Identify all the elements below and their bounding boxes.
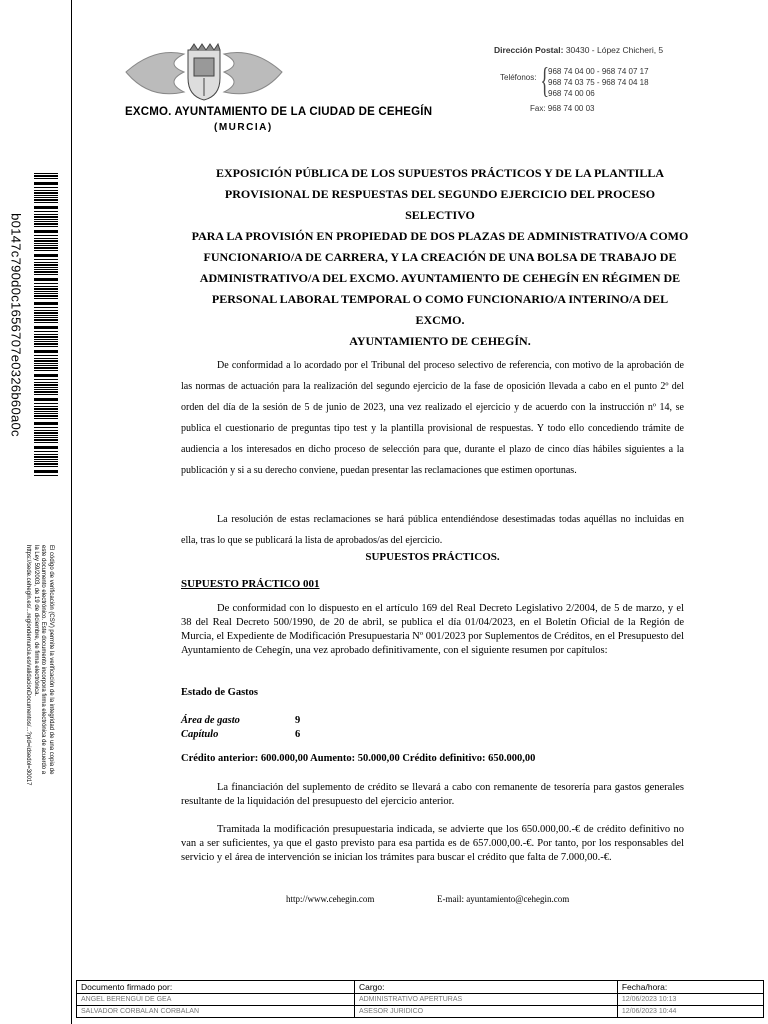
- area-label: Área de gasto: [181, 715, 240, 726]
- paragraph-resolution: La resolución de estas reclamaciones se hará pública entendiéndose desestimadas todas aquéllas no incluidas en ella, tras lo que se publicará la lista de aprobados/as del ejercicio.: [181, 514, 684, 546]
- barcode-stripe: [34, 264, 58, 266]
- barcode-stripe: [34, 322, 58, 323]
- barcode-stripe: [34, 175, 58, 177]
- budget-classification: [181, 714, 300, 742]
- phone-line: 968 74 03 75 - 968 74 04 18: [548, 78, 649, 87]
- phones-label: Teléfonos:: [500, 73, 537, 82]
- barcode-stripe: [34, 254, 58, 257]
- postal-address: [494, 45, 663, 55]
- title-line: PERSONAL LABORAL TEMPORAL O COMO FUNCIONARIO/A INTERINO/A DEL EXCMO.: [211, 292, 669, 327]
- barcode-stripe: [34, 262, 58, 263]
- title-line: AYUNTAMIENTO DE CEHEGÍN.: [349, 334, 531, 348]
- brace-icon: {: [540, 60, 549, 100]
- area-value: 9: [295, 715, 301, 726]
- barcode-stripe: [34, 463, 58, 465]
- barcode-stripe: [34, 430, 58, 431]
- barcode-stripe: [34, 432, 58, 434]
- signature-header-row: [77, 981, 764, 994]
- barcode-stripe: [34, 343, 58, 345]
- barcode-stripe: [34, 334, 58, 335]
- barcode-stripe: [34, 274, 58, 275]
- postal-label: Dirección Postal:: [494, 45, 564, 55]
- barcode-stripe: [34, 418, 58, 419]
- date-header: Fecha/hora:: [617, 981, 763, 994]
- city-shield-logo: [124, 42, 284, 102]
- barcode-stripe: [34, 221, 58, 222]
- verification-line: este documento electrónico. Este documento incorpora firma electrónica de acuerdo a: [40, 545, 47, 775]
- barcode-stripe: [34, 403, 58, 404]
- barcode-stripe: [34, 446, 58, 449]
- org-name: EXCMO. AYUNTAMIENTO DE LA CIUDAD DE CEHEGÍN: [125, 106, 433, 118]
- barcode-stripe: [34, 336, 58, 338]
- postal-value: 30430 - López Chicheri, 5: [565, 45, 664, 55]
- barcode-stripe: [34, 269, 58, 270]
- barcode-stripe: [34, 350, 58, 353]
- barcode-stripe: [34, 387, 58, 388]
- estado-heading: Estado de Gastos: [181, 687, 259, 698]
- org-region: (MURCIA): [214, 122, 273, 133]
- role-header: Cargo:: [354, 981, 617, 994]
- barcode-stripe: [34, 379, 58, 380]
- phone-list: [548, 66, 649, 99]
- barcode-stripe: [34, 442, 58, 443]
- barcode-stripe: [34, 315, 58, 316]
- barcode-stripe: [34, 374, 58, 377]
- barcode-image: [34, 173, 58, 477]
- verification-line: la Ley 59/2003, de 19 de diciembre, de firma electrónica.: [33, 545, 39, 697]
- barcode-stripe: [34, 291, 58, 292]
- phone-line: 968 74 04 00 - 968 74 07 17: [548, 67, 649, 76]
- signature-row: [77, 1006, 764, 1018]
- barcode-stripe: [34, 190, 58, 191]
- signer-header: Documento firmado por:: [77, 981, 355, 994]
- barcode-stripe: [34, 451, 58, 452]
- signer-role: ADMINISTRATIVO APERTURAS: [354, 994, 617, 1006]
- barcode-stripe: [34, 435, 58, 436]
- barcode-stripe: [34, 456, 58, 458]
- title-line: ADMINISTRATIVO/A DEL EXCMO. AYUNTAMIENTO DE CEHEGÍN EN RÉGIMEN DE: [199, 271, 681, 285]
- barcode-stripe: [34, 382, 58, 383]
- case-heading: SUPUESTO PRÁCTICO 001: [181, 578, 320, 590]
- barcode-stripe: [34, 398, 58, 401]
- barcode-stripe: [34, 461, 58, 462]
- barcode-stripe: [34, 326, 58, 329]
- barcode-stripe: [34, 358, 58, 359]
- title-line: FUNCIONARIO/A DE CARRERA, Y LA CREACIÓN DE UNA BOLSA DE TRABAJO DE: [203, 250, 677, 264]
- barcode-stripe: [34, 475, 58, 476]
- barcode-stripe: [34, 427, 58, 428]
- phone-line: 968 74 00 06: [548, 89, 595, 98]
- document-code: b0147c790d0c1656707e0326b60a0c: [8, 213, 24, 437]
- barcode-stripe: [34, 197, 58, 198]
- barcode-stripe: [34, 470, 58, 473]
- title-line: EXPOSICIÓN PÚBLICA DE LOS SUPUESTOS PRÁCTICOS Y DE LA PLANTILLA: [216, 166, 664, 180]
- barcode-stripe: [34, 173, 58, 174]
- barcode-stripe: [34, 223, 58, 225]
- barcode-stripe: [34, 422, 58, 425]
- barcode-stripe: [34, 235, 58, 236]
- signer-name: SALVADOR CORBALAN CORBALAN: [77, 1006, 355, 1018]
- barcode-stripe: [34, 367, 58, 369]
- email-address[interactable]: E-mail: ayuntamiento@cehegin.com: [437, 894, 570, 904]
- section-heading: SUPUESTOS PRÁCTICOS.: [365, 551, 500, 563]
- document-title: [190, 163, 690, 352]
- barcode-stripe: [34, 245, 58, 246]
- barcode-stripe: [34, 394, 58, 395]
- barcode-stripe: [34, 187, 58, 188]
- barcode-stripe: [34, 312, 58, 314]
- credit-summary: Crédito anterior: 600.000,00 Aumento: 50.000,00 Crédito definitivo: 650.000,00: [181, 753, 536, 764]
- paragraph-financing: La financiación del suplemento de crédito se llevará a cabo con remanente de tesorería para gastos generales resultante de la liquidación del presupuesto del ejercicio anterior.: [181, 782, 684, 807]
- barcode-stripe: [34, 363, 58, 364]
- barcode-stripe: [34, 295, 58, 297]
- barcode-stripe: [34, 250, 58, 251]
- verification-note: [24, 545, 54, 815]
- barcode-stripe: [34, 259, 58, 260]
- barcode-stripe: [34, 216, 58, 218]
- fax-number: Fax: 968 74 00 03: [530, 104, 595, 113]
- capitulo-label: Capítulo: [181, 729, 219, 740]
- signer-role: ASESOR JURIDICO: [354, 1006, 617, 1018]
- barcode-stripe: [34, 454, 58, 455]
- barcode-stripe: [34, 286, 58, 287]
- barcode-stripe: [34, 310, 58, 311]
- barcode-stripe: [34, 459, 58, 460]
- barcode-stripe: [34, 411, 58, 412]
- barcode-stripe: [34, 365, 58, 366]
- title-line: PROVISIONAL DE RESPUESTAS DEL SEGUNDO EJERCICIO DEL PROCESO SELECTIVO: [224, 187, 656, 222]
- capitulo-value: 6: [295, 729, 301, 740]
- barcode-stripe: [34, 413, 58, 414]
- barcode-stripe: [34, 355, 58, 356]
- barcode-stripe: [34, 199, 58, 201]
- barcode-stripe: [34, 202, 58, 203]
- barcode-stripe: [34, 437, 58, 438]
- barcode-stripe: [34, 230, 58, 233]
- paragraph-case: De conformidad con lo dispuesto en el artículo 169 del Real Decreto Legislativo 2/2004, de 5 de marzo, y el 38 del Real Decreto 500/1990, de 20 de abril, se publica el día 01/04/2023, en el Boletín Oficial de la Región de Murcia, el Expediente de Modificación Presupuestaria Nº 001/2023 por Suplementos de Créditos, en el Presupuesto del Ayuntamiento de Cehegín, una vez aprobado definitivamente, con el siguiente resumen por capítulos:: [181, 603, 684, 656]
- barcode-stripe: [34, 293, 58, 294]
- barcode-stripe: [34, 283, 58, 284]
- barcode-stripe: [34, 346, 58, 347]
- barcode-stripe: [34, 302, 58, 305]
- barcode-stripe: [34, 211, 58, 212]
- barcode-stripe: [34, 226, 58, 227]
- barcode-stripe: [34, 278, 58, 281]
- barcode-stripe: [34, 391, 58, 393]
- verification-line: https://sede.cehegin.es/...regiondemurcia.es/validacionDocumentos/...?pid=idsedol=30017: [25, 545, 32, 786]
- barcode-stripe: [34, 195, 58, 196]
- barcode-stripe: [34, 389, 58, 390]
- barcode-stripe: [34, 384, 58, 386]
- signer-name: ANGEL BERENGÜI DE GEA: [77, 994, 355, 1006]
- barcode-stripe: [34, 370, 58, 371]
- barcode-stripe: [34, 415, 58, 417]
- barcode-stripe: [34, 178, 58, 179]
- barcode-stripe: [34, 238, 58, 239]
- paragraph-shortfall: Tramitada la modificación presupuestaria indicada, se advierte que los 650.000,00.-€ de crédito definitivo no van a ser suficientes, ya que el gasto previsto para esa partida es de 657.000,00.-€. Por tanto, por los responsables del servicio y el área de intervención se inician los trámites para buscar el crédito que falta de 7.000,00.-€.: [181, 824, 684, 863]
- barcode-stripe: [34, 206, 58, 209]
- barcode-stripe: [34, 182, 58, 185]
- barcode-stripe: [34, 192, 58, 194]
- barcode-stripe: [34, 439, 58, 441]
- barcode-stripe: [34, 360, 58, 362]
- paragraph-intro: De conformidad a lo acordado por el Tribunal del proceso selectivo de referencia, con motivo de la aprobación de las normas de actuación para la realización del segundo ejercicio de la fase de oposición llevada a cabo en el punto 2º del orden del día de la sesión de 5 de junio de 2023, una vez realizado el ejercicio y de acuerdo con la instrucción nº 14, se publica el cuestionario de preguntas tipo test y la plantilla provisional de respuestas. Y todo ello concediendo trámite de audiencia a los interesados en dicho proceso de selección para que, durante el plazo de cinco días hábiles siguientes a la publicación y si a su derecho conviene, puedan presentar las reclamaciones que estimen oportunas.: [181, 360, 684, 476]
- barcode-stripe: [34, 214, 58, 215]
- barcode-stripe: [34, 240, 58, 242]
- title-line: PARA LA PROVISIÓN EN PROPIEDAD DE DOS PLAZAS DE ADMINISTRATIVO/A COMO: [191, 229, 689, 243]
- signature-table: [76, 980, 764, 1018]
- verification-line: El código de verificación (CSV) permite la verificación de la integridad de una copia de: [48, 545, 54, 775]
- barcode-stripe: [34, 331, 58, 332]
- barcode-stripe: [34, 288, 58, 290]
- barcode-stripe: [34, 243, 58, 244]
- barcode-stripe: [34, 271, 58, 273]
- barcode-stripe: [34, 267, 58, 268]
- barcode-stripe: [34, 408, 58, 410]
- barcode-stripe: [34, 298, 58, 299]
- barcode-stripe: [34, 406, 58, 407]
- barcode-stripe: [34, 341, 58, 342]
- barcode-stripe: [34, 319, 58, 321]
- signed-at: 12/06/2023 10:44: [617, 1006, 763, 1018]
- barcode-stripe: [34, 339, 58, 340]
- barcode-stripe: [34, 466, 58, 467]
- signature-row: [77, 994, 764, 1006]
- website-link[interactable]: http://www.cehegin.com: [286, 894, 375, 904]
- barcode-stripe: [34, 317, 58, 318]
- barcode-stripe: [34, 219, 58, 220]
- margin-rule: [71, 0, 72, 1024]
- barcode-stripe: [34, 307, 58, 308]
- signed-at: 12/06/2023 10:13: [617, 994, 763, 1006]
- barcode-stripe: [34, 247, 58, 249]
